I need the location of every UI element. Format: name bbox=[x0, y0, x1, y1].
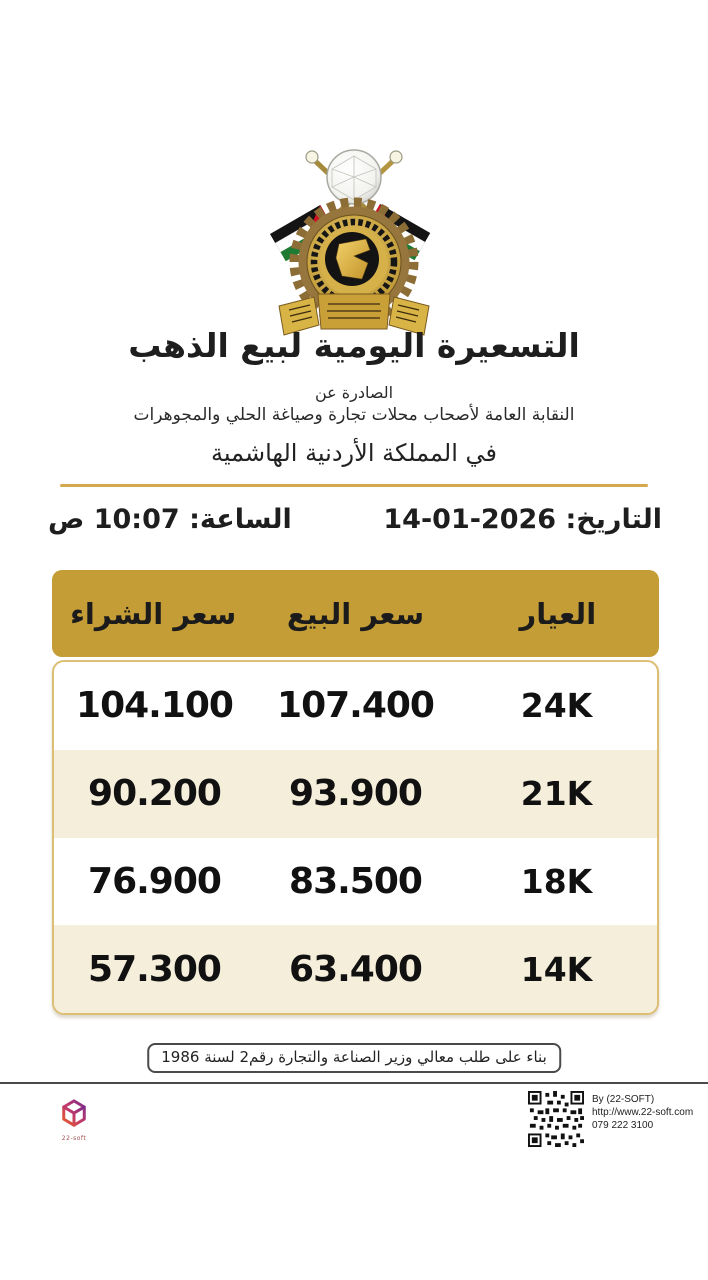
page-title: التسعيرة اليومية لبيع الذهب bbox=[128, 326, 580, 365]
gold-divider bbox=[60, 484, 648, 487]
table-row bbox=[54, 662, 657, 750]
syndicate-emblem-icon bbox=[262, 144, 446, 340]
footer-phone: 079 222 3100 bbox=[592, 1120, 654, 1131]
karat-cell: 24K bbox=[520, 686, 593, 726]
price-table-body bbox=[52, 660, 659, 1015]
time-field bbox=[48, 504, 292, 535]
syndicate-name-line: النقابة العامة لأصحاب محلات تجارة وصياغة الحلي والمجوهرات bbox=[133, 405, 575, 425]
provider-logo bbox=[58, 1098, 90, 1142]
date-field bbox=[383, 504, 662, 535]
col-header-buy: سعر الشراء bbox=[70, 596, 237, 631]
datetime-row bbox=[48, 504, 662, 535]
footer-byline: By (22-SOFT) bbox=[592, 1094, 655, 1105]
time-value: 10:07 ص bbox=[48, 504, 180, 535]
date-value: 14-01-2026 bbox=[383, 504, 557, 535]
sell-price-cell: 107.400 bbox=[277, 685, 434, 727]
provider-logo-caption: 22-soft bbox=[61, 1135, 87, 1142]
footer-divider bbox=[0, 1082, 708, 1084]
karat-cell: 14K bbox=[520, 949, 593, 989]
sell-price-cell: 93.900 bbox=[289, 773, 422, 815]
buy-price-cell: 57.300 bbox=[88, 948, 221, 990]
table-row bbox=[54, 925, 657, 1013]
price-table-header bbox=[52, 570, 659, 657]
legal-note: بناء على طلب معالي وزير الصناعة والتجارة رقم2 لسنة 1986 bbox=[147, 1043, 561, 1073]
table-row bbox=[54, 838, 657, 926]
col-header-karat: العيار bbox=[519, 596, 597, 631]
issued-by-line: الصادرة عن bbox=[314, 383, 394, 402]
karat-cell: 18K bbox=[520, 861, 593, 901]
footer-credits bbox=[592, 1093, 693, 1132]
col-header-sell: سعر البيع bbox=[286, 596, 425, 631]
buy-price-cell: 90.200 bbox=[88, 773, 221, 815]
buy-price-cell: 76.900 bbox=[88, 860, 221, 902]
table-row bbox=[54, 750, 657, 838]
sell-price-cell: 63.400 bbox=[289, 948, 422, 990]
buy-price-cell: 104.100 bbox=[76, 685, 233, 727]
kingdom-line: في المملكة الأردنية الهاشمية bbox=[210, 439, 498, 467]
time-label: الساعة: bbox=[189, 504, 292, 535]
karat-cell: 21K bbox=[520, 774, 593, 814]
sell-price-cell: 83.500 bbox=[289, 860, 422, 902]
footer-url: http://www.22-soft.com bbox=[592, 1107, 694, 1118]
cube-icon bbox=[60, 1098, 88, 1130]
qr-code-icon bbox=[528, 1091, 584, 1147]
date-label: التاريخ: bbox=[565, 504, 662, 535]
